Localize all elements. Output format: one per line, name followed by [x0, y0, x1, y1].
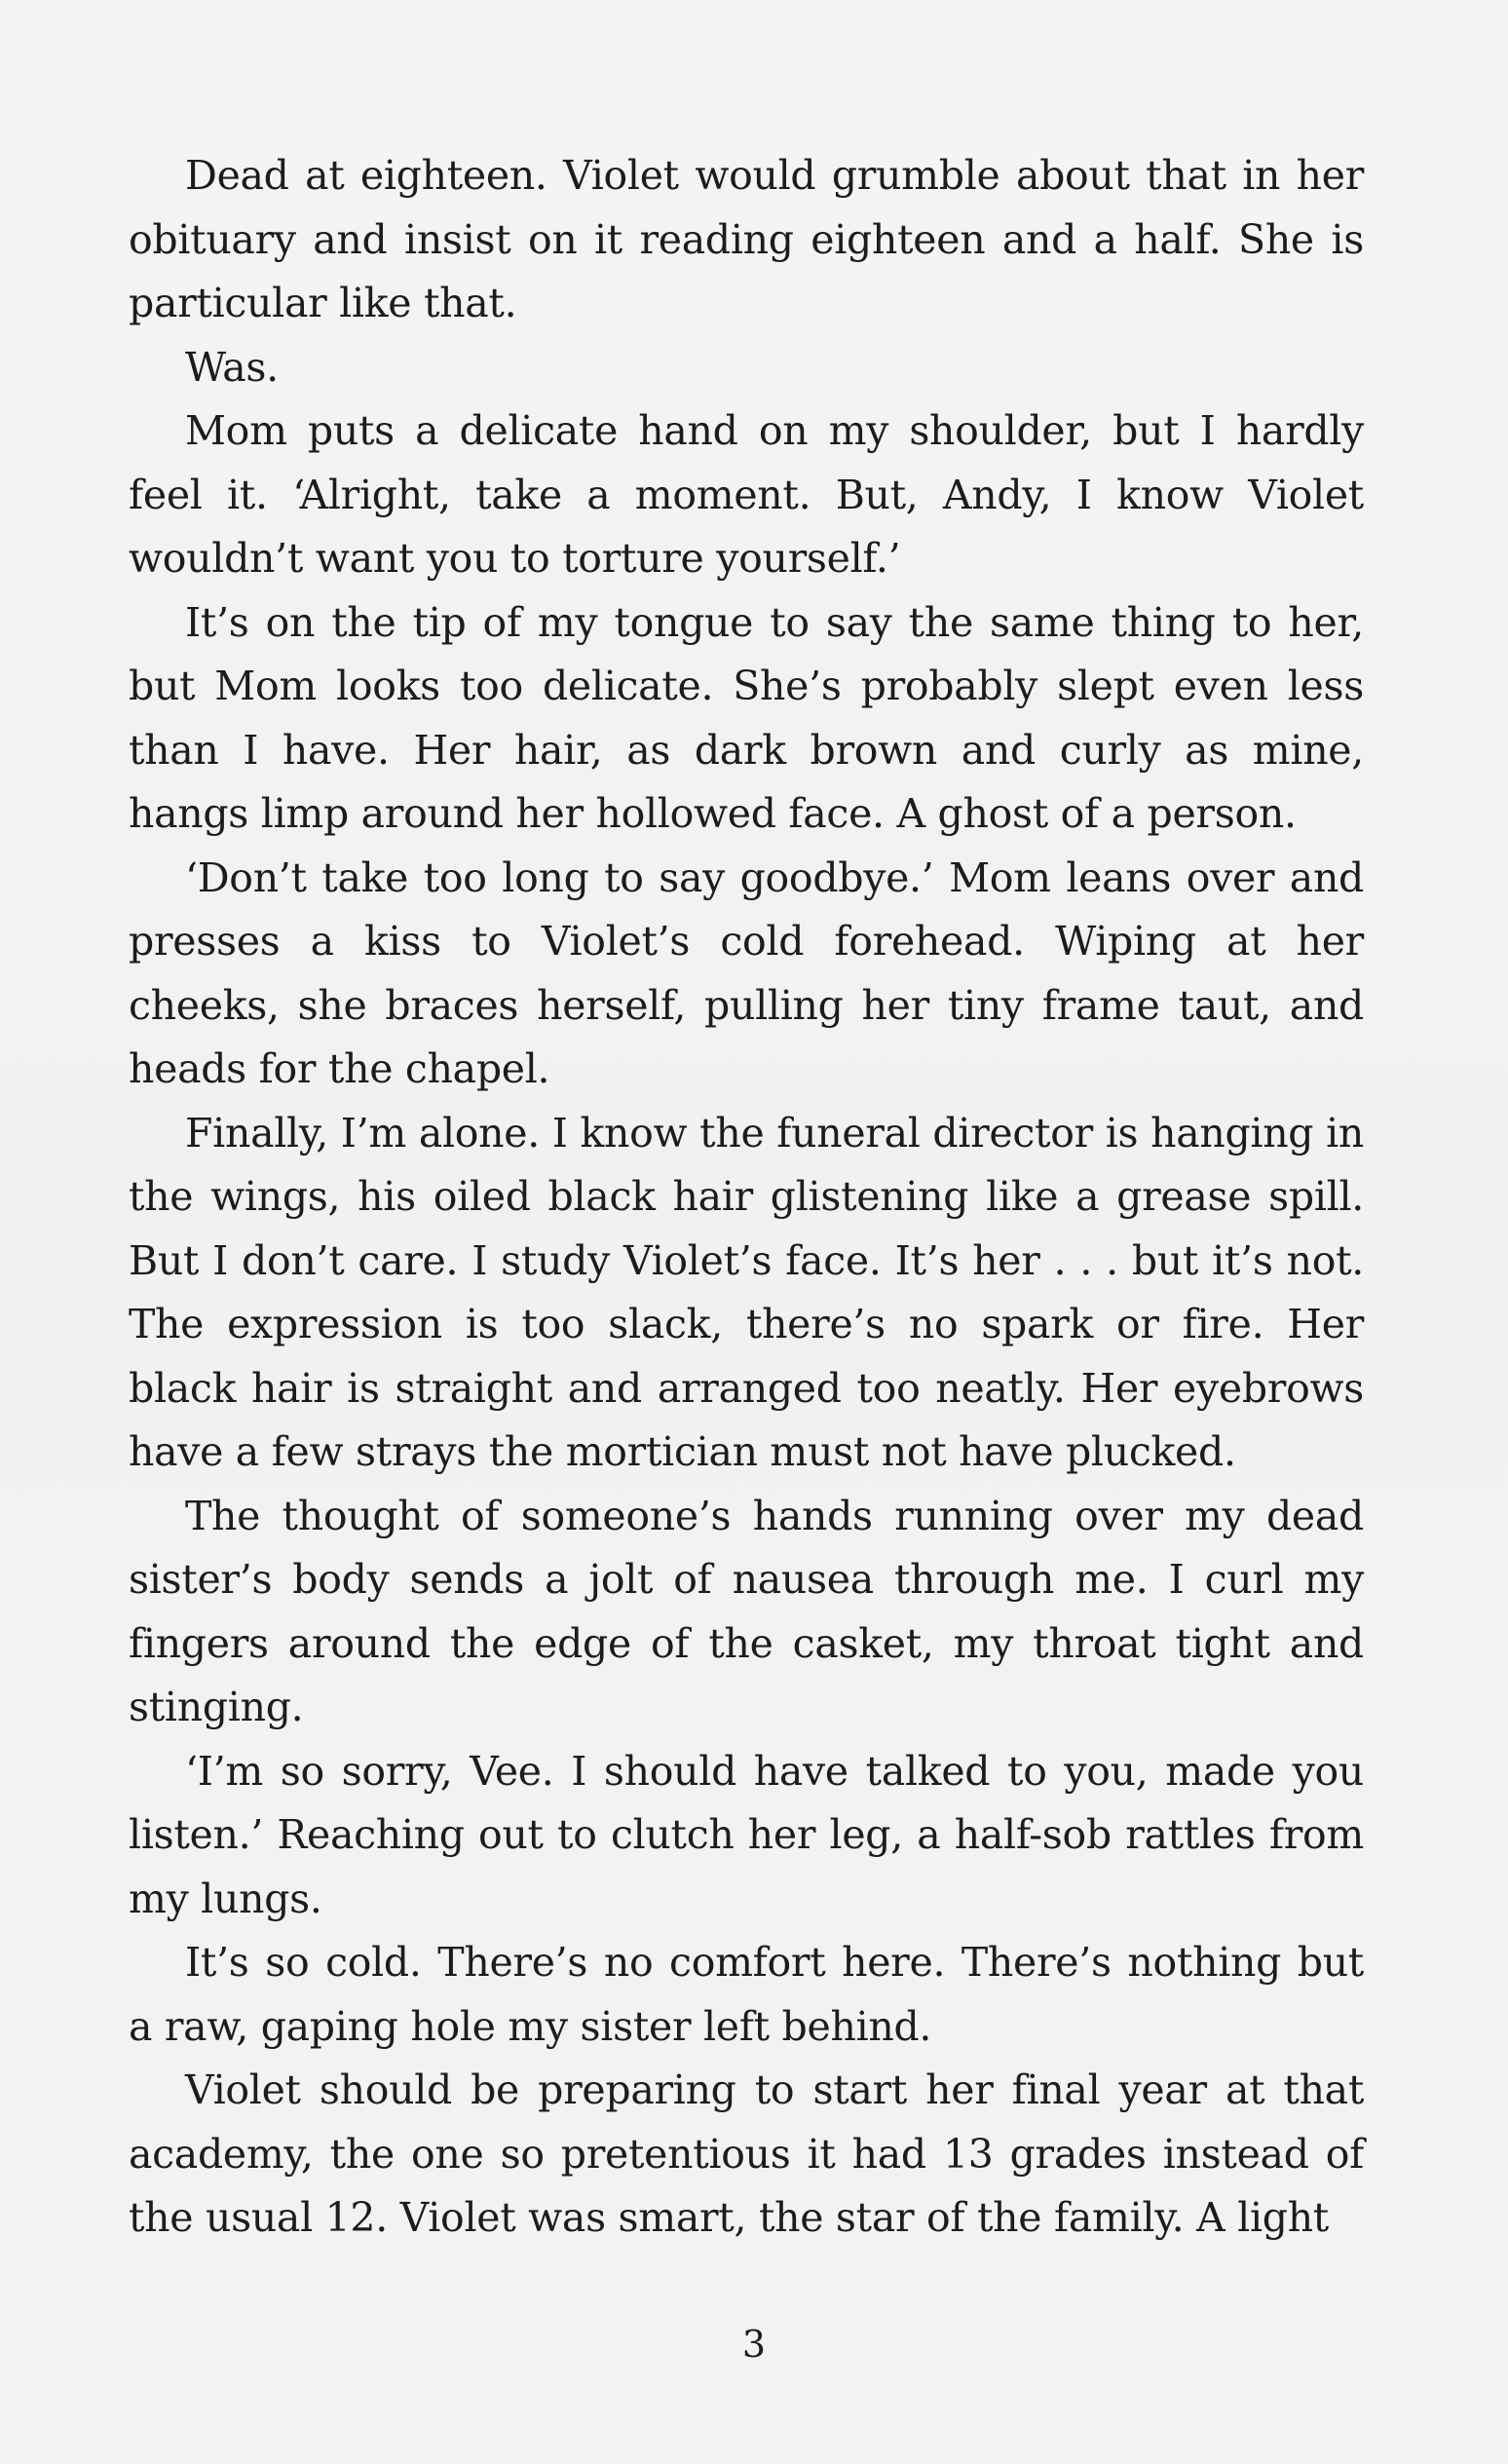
paragraph-5: ‘Don’t take too long to say goodbye.’ Mom leans over and presses a kiss to Violet’s cold forehead. Wiping at her cheeks, she braces herself, pulling her tiny frame taut, and heads for the chapel.: [129, 853, 1364, 1092]
page-number: 3: [741, 2323, 767, 2366]
paragraph-2: Was.: [185, 343, 279, 391]
paragraph-1: Dead at eighteen. Violet would grumble about that in her obituary and insist on it reading eighteen and a half. She is particular like that.: [129, 152, 1364, 326]
paragraph-9: It’s so cold. There’s no comfort here. There’s nothing but a raw, gaping hole my sister left behind.: [129, 1939, 1364, 2050]
paragraph-10: Violet should be preparing to start her final year at that academy, the one so pretentious it had 13 grades instead of the usual 12. Violet was smart, the star of the family. A light: [129, 2066, 1364, 2241]
body-text: [129, 144, 1364, 2251]
paragraph-3: Mom puts a delicate hand on my shoulder, but I hardly feel it. ‘Alright, take a moment. But, Andy, I know Violet wouldn’t want you to torture yourself.’: [129, 407, 1364, 582]
paragraph-7: The thought of someone’s hands running over my dead sister’s body sends a jolt of nausea through me. I curl my fingers around the edge of the casket, my throat tight and stinging.: [129, 1492, 1364, 1730]
paragraph-6: Finally, I’m alone. I know the funeral director is hanging in the wings, his oiled black hair glistening like a grease spill. But I don’t care. I study Violet’s face. It’s her . . . but it’s not. The expression is too slack, there’s no spark or fire. Her black hair is straight and arranged too neatly. Her eyebrows have a few strays the mortician must not have plucked.: [129, 1109, 1364, 1475]
paragraph-4: It’s on the tip of my tongue to say the same thing to her, but Mom looks too delicate. She’s probably slept even less than I have. Her hair, as dark brown and curly as mine, hangs limp around her hollowed face. A ghost of a person.: [129, 598, 1364, 837]
paragraph-8: ‘I’m so sorry, Vee. I should have talked to you, made you listen.’ Reaching out to clutch her leg, a half-sob rattles from my lungs.: [129, 1747, 1364, 1922]
